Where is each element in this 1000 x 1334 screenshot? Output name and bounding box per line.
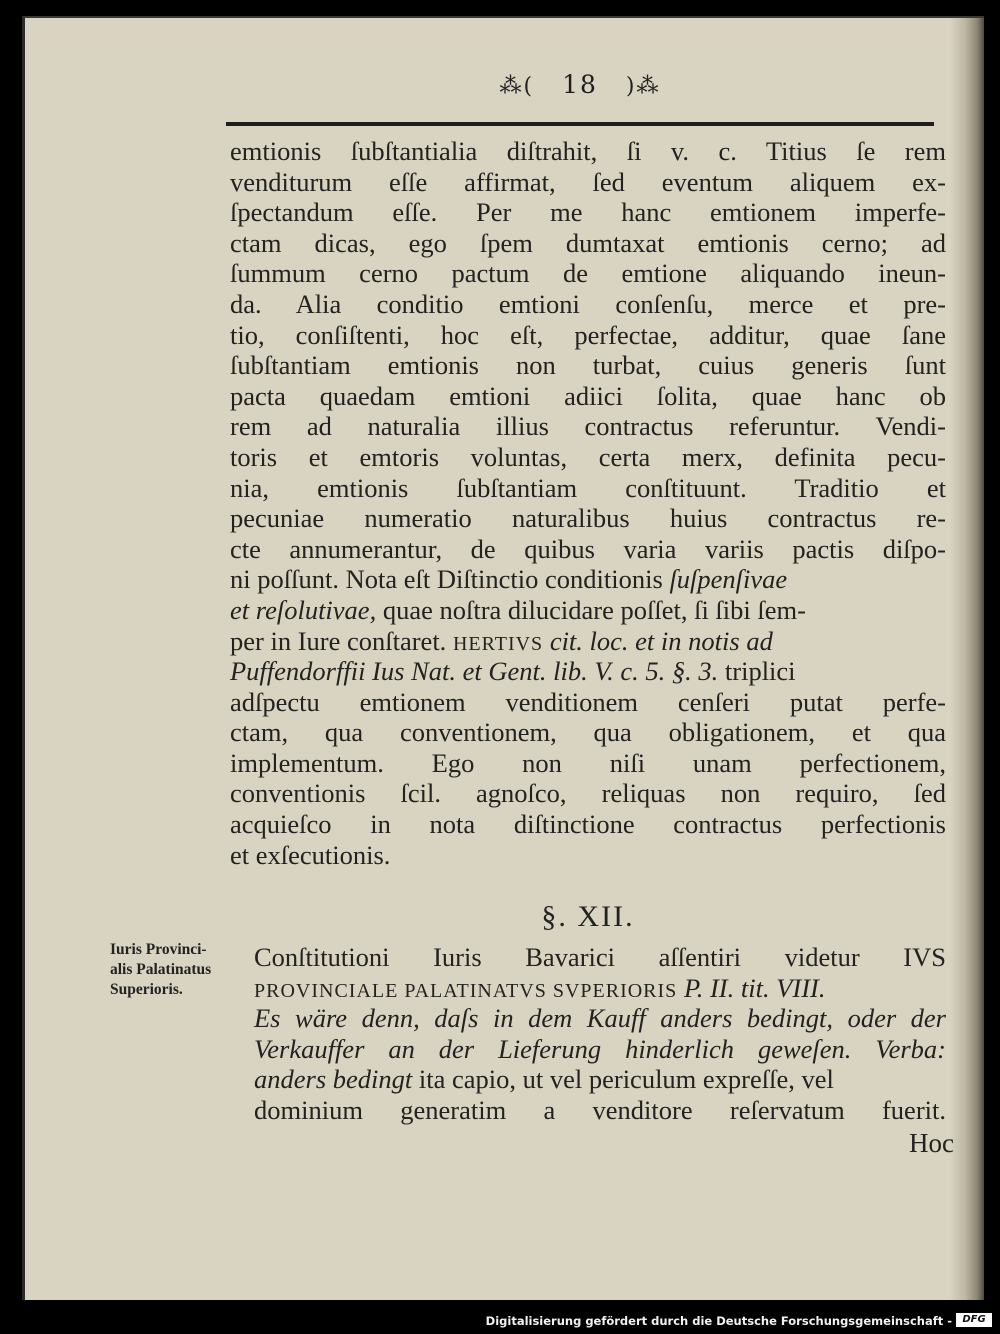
text-line: conventionis ſcil. agnoſco, reliquas non requiro, ſed <box>230 778 946 809</box>
italic-run: anders bedingt <box>254 1064 413 1095</box>
paragraph-2 <box>254 942 946 1126</box>
text-line: ctam dicas, ego ſpem dumtaxat emtionis cerno; ad <box>230 227 946 258</box>
text-line: venditurum eſſe affirmat, ſed eventum aliquem ex- <box>230 166 946 197</box>
text-run: ni poſſunt. Nota eſt Diſtinctio conditionis <box>230 564 663 595</box>
text-line: adſpectu emtionem venditionem cenſeri putat perfe- <box>230 686 946 717</box>
page-header <box>230 70 930 110</box>
section-heading: §. XII. <box>541 900 635 933</box>
text-line: cte annumerantur, de quibus varia variis pactis diſpo- <box>230 533 946 564</box>
law-title: PROVINCIALE PALATINATVS SVPERIORIS <box>254 979 678 1002</box>
text-line: pecuniae numeratio naturalibus huius contractus re- <box>230 503 946 534</box>
text-line: emtionis ſubſtantialia diſtrahit, ſi v. c. Titius ſe rem <box>230 136 946 166</box>
text-line: tio, conſiſtenti, hoc eſt, perfectae, additur, quae ſane <box>230 319 946 350</box>
header-ornament-right: )⁂ <box>625 74 661 99</box>
text-line: ſummum cerno pactum de emtione aliquando ineun- <box>230 258 946 289</box>
text-run: quae noſtra dilucidare poſſet, ſi ſibi ſem- <box>376 594 806 625</box>
text-line <box>230 595 946 626</box>
text-line: ctam, qua conventionem, qua obligationem, et qua <box>230 717 946 748</box>
text-run: triplici <box>718 656 796 687</box>
text-line <box>230 564 946 595</box>
text-line: ſubſtantiam emtionis non turbat, cuius generis ſunt <box>230 350 946 381</box>
footer-credit: Digitalisierung gefördert durch die Deutsche Forschungsgemeinschaft - <box>485 1314 952 1328</box>
margin-note-line: alis Palatinatus <box>110 961 212 978</box>
author-name-hertius: HERTIVS <box>452 632 544 655</box>
text-line <box>254 1064 946 1095</box>
margin-note-line: Superioris. <box>110 981 183 998</box>
italic-run: cit. loc. et in notis ad <box>543 625 773 656</box>
german-quote-line: Verkauffer an der Lieferung hinderlich geweſen. Verba: <box>254 1033 946 1064</box>
italic-run: et reſolutivae, <box>230 594 377 625</box>
german-quote-line: Es wäre denn, daſs in dem Kauff anders bedingt, oder der <box>254 1003 946 1034</box>
catchword: Hoc <box>909 1128 954 1158</box>
text-line: toris et emtoris voluntas, certa merx, definita pecu- <box>230 441 946 472</box>
paragraph-1 <box>230 136 946 870</box>
text-line: acquieſco in nota diſtinctione contractus perfectionis <box>230 809 946 840</box>
page-spine-shadow <box>950 18 984 1300</box>
citation-run: P. II. tit. VIII. <box>677 972 826 1003</box>
text-line: nia, emtionis ſubſtantiam conſtituunt. Traditio et <box>230 472 946 503</box>
header-rule <box>226 122 934 126</box>
page-number: 18 <box>562 70 598 99</box>
text-line <box>230 626 946 657</box>
text-line: pacta quaedam emtioni adiici ſolita, quae hanc ob <box>230 380 946 411</box>
text-line: ſpectandum eſſe. Per me hanc emtionem imperfe- <box>230 197 946 228</box>
text-line <box>230 656 946 687</box>
header-ornament-left: ⁂( <box>499 74 535 99</box>
margin-note <box>110 940 260 1000</box>
text-run: ita capio, ut vel periculum expreſſe, vel <box>412 1064 834 1095</box>
text-line: da. Alia conditio emtioni conſenſu, merce et pre- <box>230 288 946 319</box>
text-line <box>254 973 946 1004</box>
text-line: Conſtitutioni Iuris Bavarici aſſentiri videtur IVS <box>254 942 946 972</box>
text-line: dominium generatim a venditore reſervatum fuerit. <box>254 1094 946 1125</box>
margin-note-line: Iuris Provinci- <box>110 941 207 958</box>
citation-run: Puffendorffii Ius Nat. et Gent. lib. V. c. 5. §. 3. <box>230 656 719 687</box>
text-line: implementum. Ego non niſi unam perfectionem, <box>230 747 946 778</box>
italic-run: ſuſpenſivae <box>669 564 788 595</box>
text-line: rem ad naturalia illius contractus referuntur. Vendi- <box>230 411 946 442</box>
text-line: et exſecutionis. <box>230 839 391 870</box>
text-run: per in Iure conſtaret. <box>230 625 453 656</box>
dfg-logo: DFG <box>956 1313 992 1327</box>
